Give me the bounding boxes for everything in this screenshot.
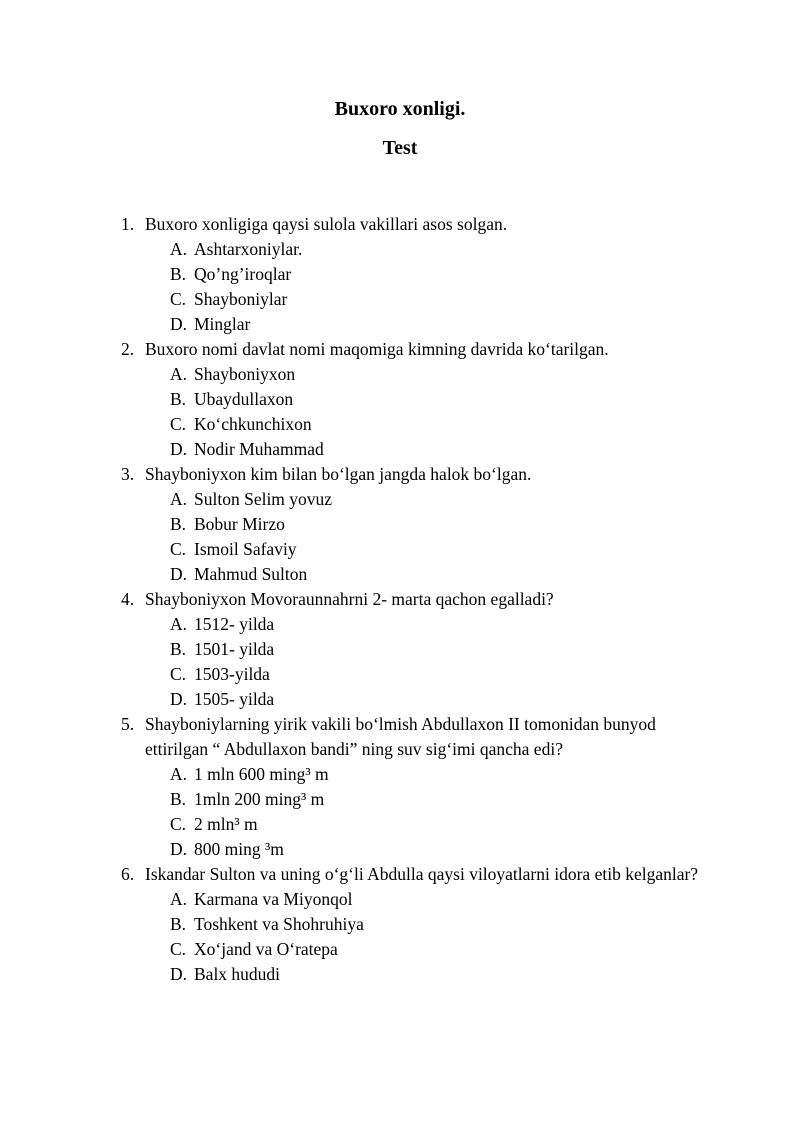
option-text: Balx hududi (194, 964, 281, 984)
option-text: 1 mln 600 ming³ m (194, 764, 329, 784)
answer-option (0, 612, 800, 637)
question-item (0, 862, 800, 987)
option-text: 2 mln³ m (194, 814, 258, 834)
option-text: 1512- yilda (194, 614, 275, 634)
option-letter: A. (170, 364, 188, 384)
option-text: Shayboniylar (194, 289, 288, 309)
option-text: Bobur Mirzo (194, 514, 285, 534)
answer-option (0, 412, 800, 437)
question-text: Shayboniyxon kim bilan bo‘lgan jangda halok bo‘lgan. (145, 464, 532, 484)
option-text: Ashtarxoniylar. (194, 239, 303, 259)
option-text: 1505- yilda (194, 689, 275, 709)
option-letter: C. (170, 664, 187, 684)
option-text: Sulton Selim yovuz (194, 489, 333, 509)
answer-option (0, 362, 800, 387)
question-number: 1. (121, 214, 135, 234)
option-text: Minglar (194, 314, 251, 334)
answer-option (0, 237, 800, 262)
option-text: 1503-yilda (194, 664, 270, 684)
question-item (0, 712, 800, 862)
answer-option (0, 962, 800, 987)
question-number: 6. (121, 864, 135, 884)
option-letter: B. (170, 639, 187, 659)
option-letter: B. (170, 389, 187, 409)
answer-option (0, 662, 800, 687)
question-number: 4. (121, 589, 135, 609)
option-letter: B. (170, 789, 187, 809)
answer-option (0, 787, 800, 812)
answer-option (0, 387, 800, 412)
option-text: Xo‘jand va O‘ratepa (194, 939, 338, 959)
option-letter: B. (170, 914, 187, 934)
option-letter: C. (170, 289, 187, 309)
option-text: Karmana va Miyonqol (194, 889, 353, 909)
option-letter: C. (170, 939, 187, 959)
question-text: Iskandar Sulton va uning o‘g‘li Abdulla qaysi viloyatlarni idora etib kelganlar? (145, 864, 699, 884)
option-letter: B. (170, 514, 187, 534)
option-text: Nodir Muhammad (194, 439, 324, 459)
question-text: Shayboniylarning yirik vakili bo‘lmish Abdullaxon II tomonidan bunyod ettirilgan “ Abdullaxon bandi” ning suv sig‘imi qancha edi? (145, 714, 656, 759)
option-text: 800 ming ³m (194, 839, 284, 859)
option-letter: D. (170, 314, 188, 334)
answer-option (0, 937, 800, 962)
option-text: 1501- yilda (194, 639, 275, 659)
option-letter: C. (170, 539, 187, 559)
option-letter: A. (170, 764, 188, 784)
option-letter: D. (170, 689, 188, 709)
option-letter: B. (170, 264, 187, 284)
question-list (0, 212, 800, 987)
option-letter: A. (170, 239, 188, 259)
option-text: Toshkent va Shohruhiya (194, 914, 364, 934)
answer-option (0, 487, 800, 512)
answer-option (0, 262, 800, 287)
option-letter: C. (170, 414, 187, 434)
answer-option (0, 637, 800, 662)
answer-option (0, 687, 800, 712)
answer-option (0, 762, 800, 787)
question-number: 3. (121, 464, 135, 484)
answer-option (0, 837, 800, 862)
question-text: Buxoro nomi davlat nomi maqomiga kimning davrida ko‘tarilgan. (145, 339, 609, 359)
answer-options (0, 237, 800, 337)
option-text: Qo’ng’iroqlar (194, 264, 292, 284)
option-letter: D. (170, 964, 188, 984)
answer-options (0, 762, 800, 862)
question-item (0, 212, 800, 337)
answer-option (0, 912, 800, 937)
question-item (0, 337, 800, 462)
question-item (0, 462, 800, 587)
answer-option (0, 562, 800, 587)
option-text: 1mln 200 ming³ m (194, 789, 325, 809)
option-text: Mahmud Sulton (194, 564, 308, 584)
question-header (0, 712, 800, 762)
question-header (0, 862, 800, 887)
question-header (0, 587, 800, 612)
option-letter: A. (170, 889, 188, 909)
answer-option (0, 312, 800, 337)
answer-options (0, 612, 800, 712)
page-title: Buxoro xonligi. (334, 98, 466, 120)
question-header (0, 337, 800, 362)
question-header (0, 462, 800, 487)
question-item (0, 587, 800, 712)
answer-options (0, 887, 800, 987)
answer-option (0, 512, 800, 537)
option-letter: A. (170, 489, 188, 509)
answer-option (0, 537, 800, 562)
answer-option (0, 812, 800, 837)
answer-options (0, 487, 800, 587)
answer-option (0, 287, 800, 312)
question-header (0, 212, 800, 237)
option-text: Shayboniyxon (194, 364, 296, 384)
answer-option (0, 437, 800, 462)
option-letter: A. (170, 614, 188, 634)
option-letter: D. (170, 564, 188, 584)
answer-option (0, 887, 800, 912)
answer-options (0, 362, 800, 462)
question-text: Shayboniyxon Movoraunnahrni 2- marta qachon egalladi? (145, 589, 554, 609)
question-number: 5. (121, 714, 135, 734)
option-letter: D. (170, 839, 188, 859)
option-letter: C. (170, 814, 187, 834)
question-text: Buxoro xonligiga qaysi sulola vakillari asos solgan. (145, 214, 508, 234)
option-text: Ismoil Safaviy (194, 539, 297, 559)
option-letter: D. (170, 439, 188, 459)
question-number: 2. (121, 339, 135, 359)
page-subtitle: Test (382, 137, 418, 159)
option-text: Ko‘chkunchixon (194, 414, 312, 434)
option-text: Ubaydullaxon (194, 389, 294, 409)
